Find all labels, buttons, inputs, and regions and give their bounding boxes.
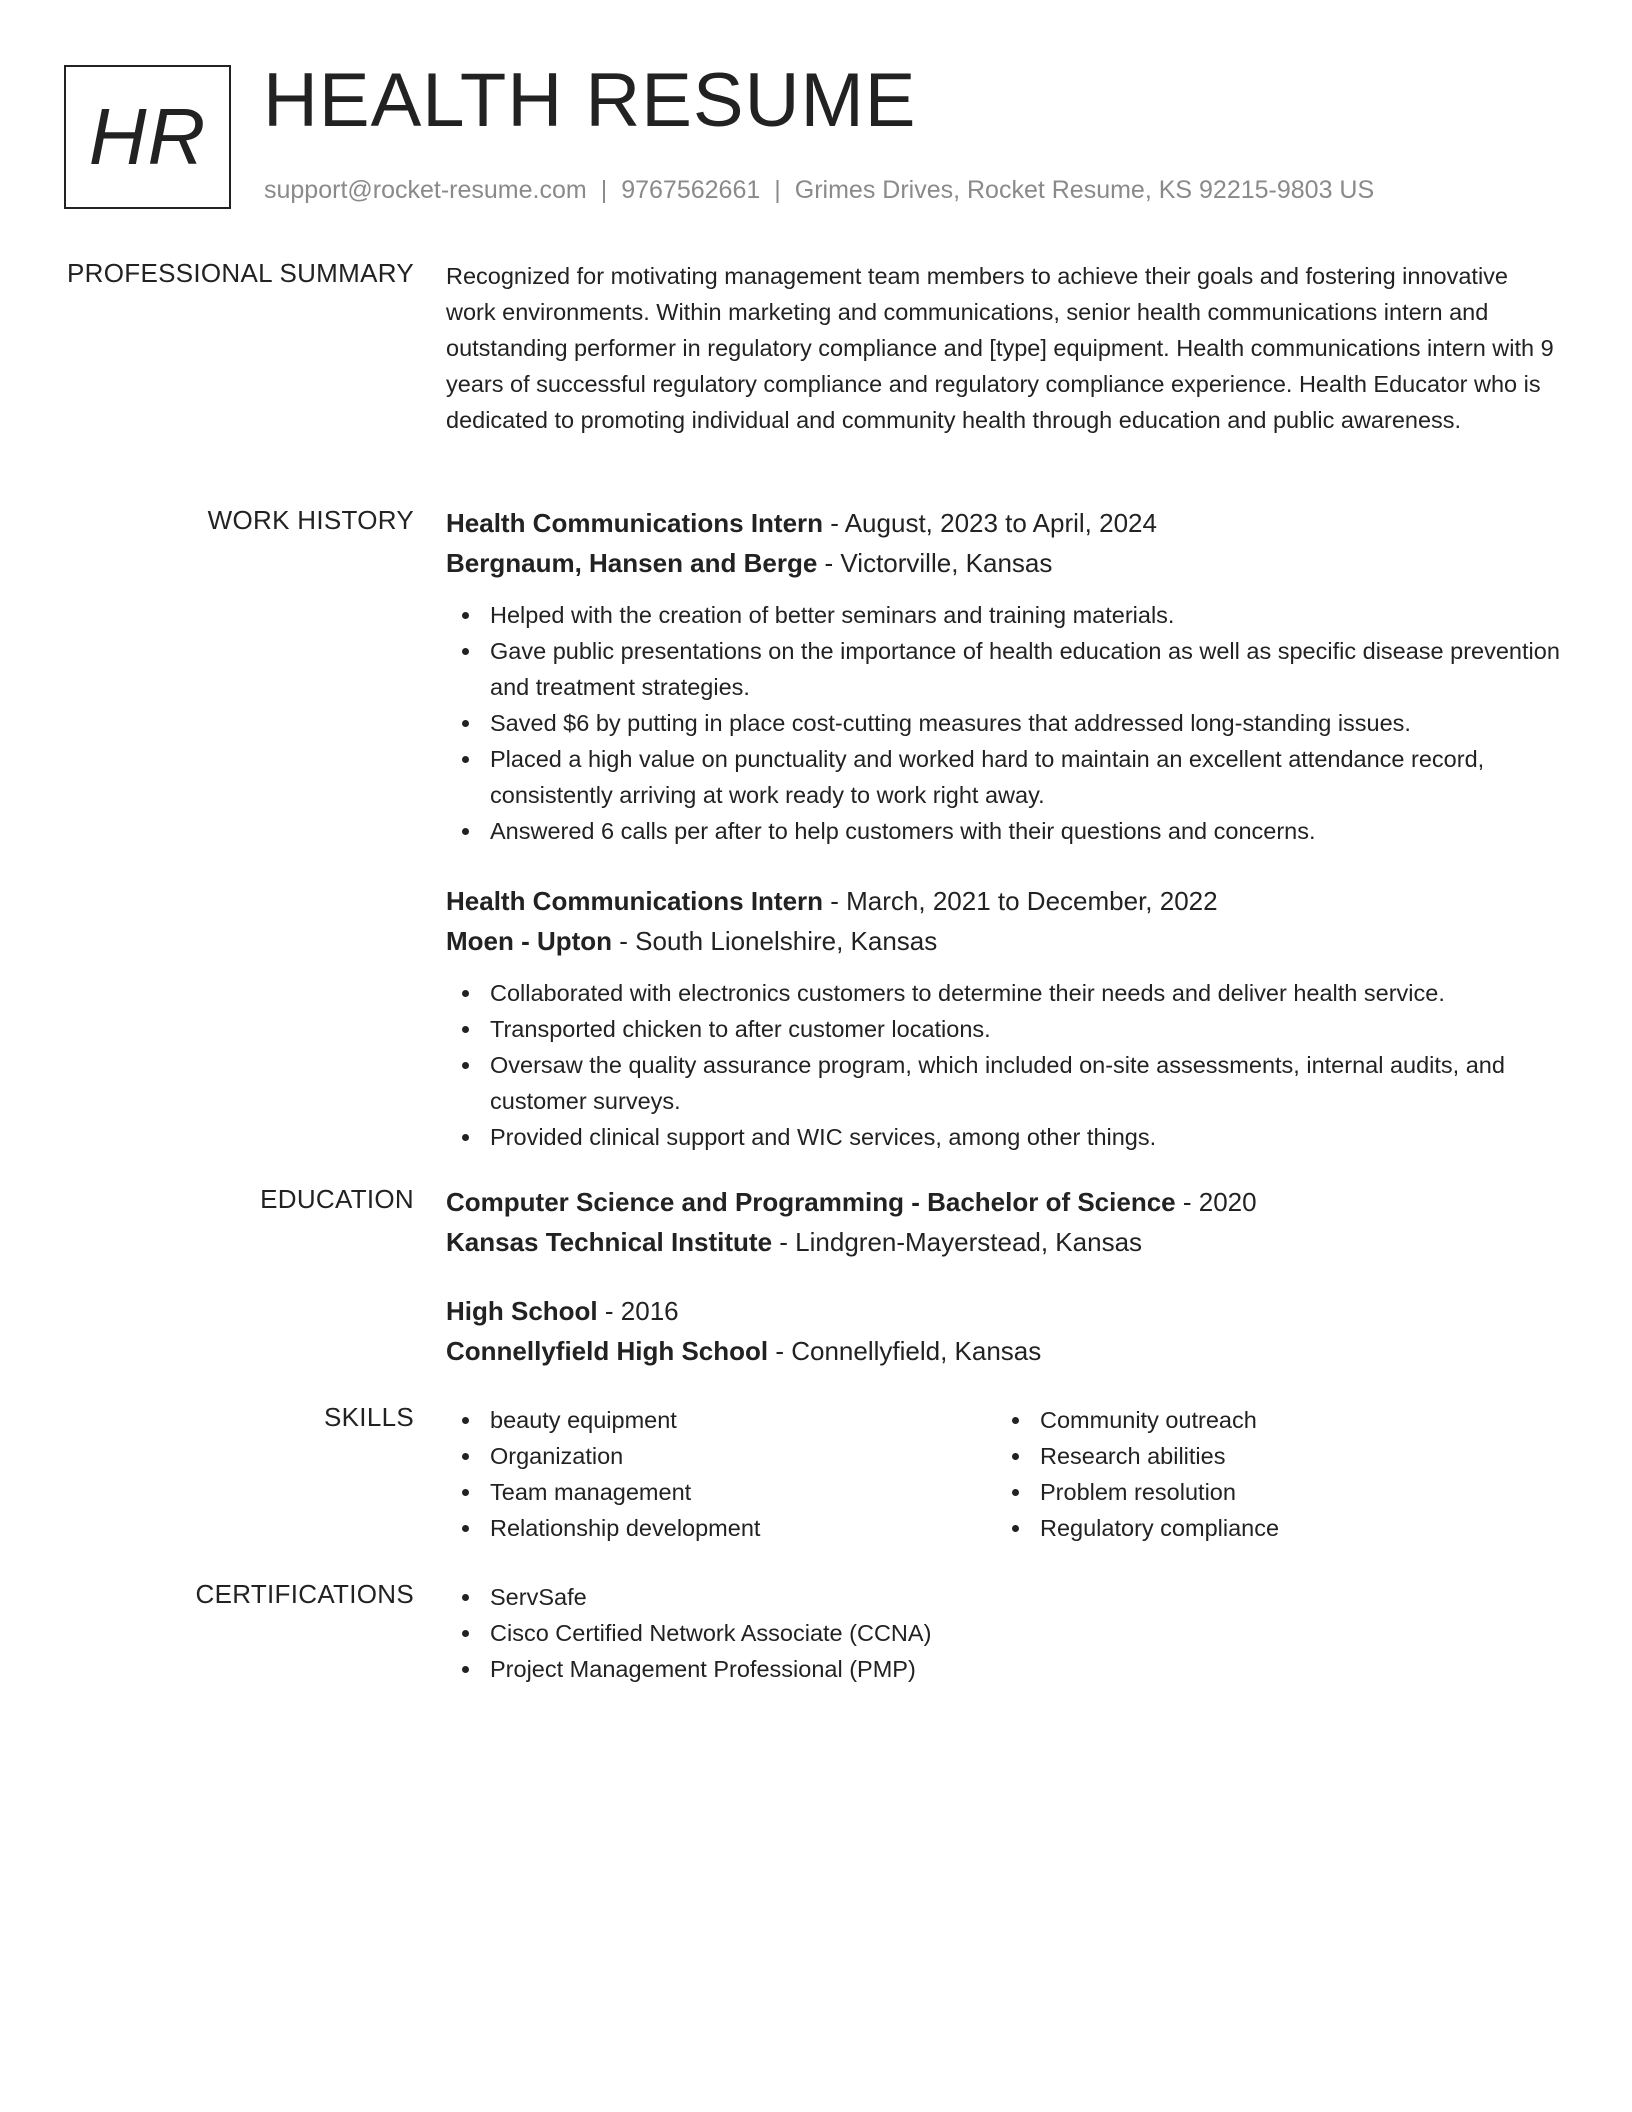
list-item: beauty equipment xyxy=(446,1402,996,1438)
contact-line xyxy=(264,176,1374,205)
job-dates: - August, 2023 to April, 2024 xyxy=(823,508,1157,538)
job-company: Moen - Upton xyxy=(446,926,613,956)
education-location: - Lindgren-Mayerstead, Kansas xyxy=(772,1227,1143,1257)
job-company: Bergnaum, Hansen and Berge xyxy=(446,548,818,578)
list-item: Answered 6 calls per after to help customers with their questions and concerns. xyxy=(446,813,1564,849)
education-year: - 2016 xyxy=(597,1296,679,1326)
job-company-line xyxy=(446,545,1564,581)
skills-list xyxy=(446,1402,996,1546)
list-item: Saved $6 by putting in place cost-cutting measures that addressed long-standing issues. xyxy=(446,705,1564,741)
monogram-logo: HR xyxy=(64,65,231,209)
section-label-work-history: WORK HISTORY xyxy=(207,505,414,535)
education-school: Connellyfield High School xyxy=(446,1336,769,1366)
list-item: Oversaw the quality assurance program, which included on-site assessments, internal audits, and customer surveys. xyxy=(446,1047,1564,1119)
list-item: Cisco Certified Network Associate (CCNA) xyxy=(446,1615,1564,1651)
section-label-certifications: CERTIFICATIONS xyxy=(195,1579,414,1609)
certifications-list xyxy=(446,1579,1564,1687)
resume-name: HEALTH RESUME xyxy=(263,58,917,143)
education-degree: Computer Science and Programming - Bachelor of Science xyxy=(446,1187,1176,1217)
list-item: Placed a high value on punctuality and worked hard to maintain an excellent attendance record, consistently arriving at work ready to work right away. xyxy=(446,741,1564,813)
job-title-line xyxy=(446,505,1564,541)
section-label-skills: SKILLS xyxy=(324,1402,414,1432)
job-dates: - March, 2021 to December, 2022 xyxy=(823,886,1218,916)
list-item: Organization xyxy=(446,1438,996,1474)
education-degree: High School xyxy=(446,1296,598,1326)
education-entry xyxy=(446,1293,1564,1369)
list-item: Helped with the creation of better seminars and training materials. xyxy=(446,597,1564,633)
job-title: Health Communications Intern xyxy=(446,886,824,916)
list-item: Community outreach xyxy=(996,1402,1546,1438)
education-degree-line xyxy=(446,1184,1564,1220)
education-entry xyxy=(446,1184,1564,1260)
list-item: Relationship development xyxy=(446,1510,996,1546)
section-label-education: EDUCATION xyxy=(260,1184,414,1214)
contact-separator: | xyxy=(600,176,608,204)
resume-header xyxy=(64,58,1564,210)
education-school: Kansas Technical Institute xyxy=(446,1227,773,1257)
job-entry xyxy=(446,883,1564,1155)
job-title: Health Communications Intern xyxy=(446,508,824,538)
summary-text: Recognized for motivating management team members to achieve their goals and fostering innovative work environments. Within marketing and communications, senior health communications intern and outstanding performer in regulatory compliance and [type] equipment. Health communications intern with 9 years of successful regulatory compliance and regulatory compliance experience. Health Educator who is dedicated to promoting individual and community health through education and public awareness. xyxy=(446,263,1554,433)
job-title-line xyxy=(446,883,1564,919)
list-item: Collaborated with electronics customers to determine their needs and deliver health service. xyxy=(446,975,1564,1011)
list-item: Gave public presentations on the importance of health education as well as specific disease prevention and treatment strategies. xyxy=(446,633,1564,705)
list-item: Problem resolution xyxy=(996,1474,1546,1510)
job-location: - South Lionelshire, Kansas xyxy=(612,926,938,956)
list-item: Regulatory compliance xyxy=(996,1510,1546,1546)
job-company-line xyxy=(446,923,1564,959)
education-location: - Connellyfield, Kansas xyxy=(768,1336,1042,1366)
job-bullets xyxy=(446,597,1564,849)
list-item: ServSafe xyxy=(446,1579,1564,1615)
contact-email[interactable]: support@rocket-resume.com xyxy=(264,176,587,204)
job-location: - Victorville, Kansas xyxy=(817,548,1053,578)
skills-list xyxy=(996,1402,1546,1546)
contact-address: Grimes Drives, Rocket Resume, KS 92215-9803 US xyxy=(794,176,1375,204)
skills-column-right xyxy=(996,1402,1546,1546)
contact-phone[interactable]: 9767562661 xyxy=(621,176,761,204)
education-school-line xyxy=(446,1224,1564,1260)
list-item: Transported chicken to after customer locations. xyxy=(446,1011,1564,1047)
skills-column-left xyxy=(446,1402,996,1546)
list-item: Research abilities xyxy=(996,1438,1546,1474)
list-item: Provided clinical support and WIC services, among other things. xyxy=(446,1119,1564,1155)
job-bullets xyxy=(446,975,1564,1155)
skills-grid xyxy=(446,1402,1564,1546)
contact-separator: | xyxy=(774,176,781,204)
list-item: Project Management Professional (PMP) xyxy=(446,1651,1564,1687)
job-entry xyxy=(446,505,1564,849)
education-degree-line xyxy=(446,1293,1564,1329)
education-school-line xyxy=(446,1333,1564,1369)
education-year: - 2020 xyxy=(1175,1187,1257,1217)
section-label-summary: PROFESSIONAL SUMMARY xyxy=(67,258,414,288)
list-item: Team management xyxy=(446,1474,996,1510)
